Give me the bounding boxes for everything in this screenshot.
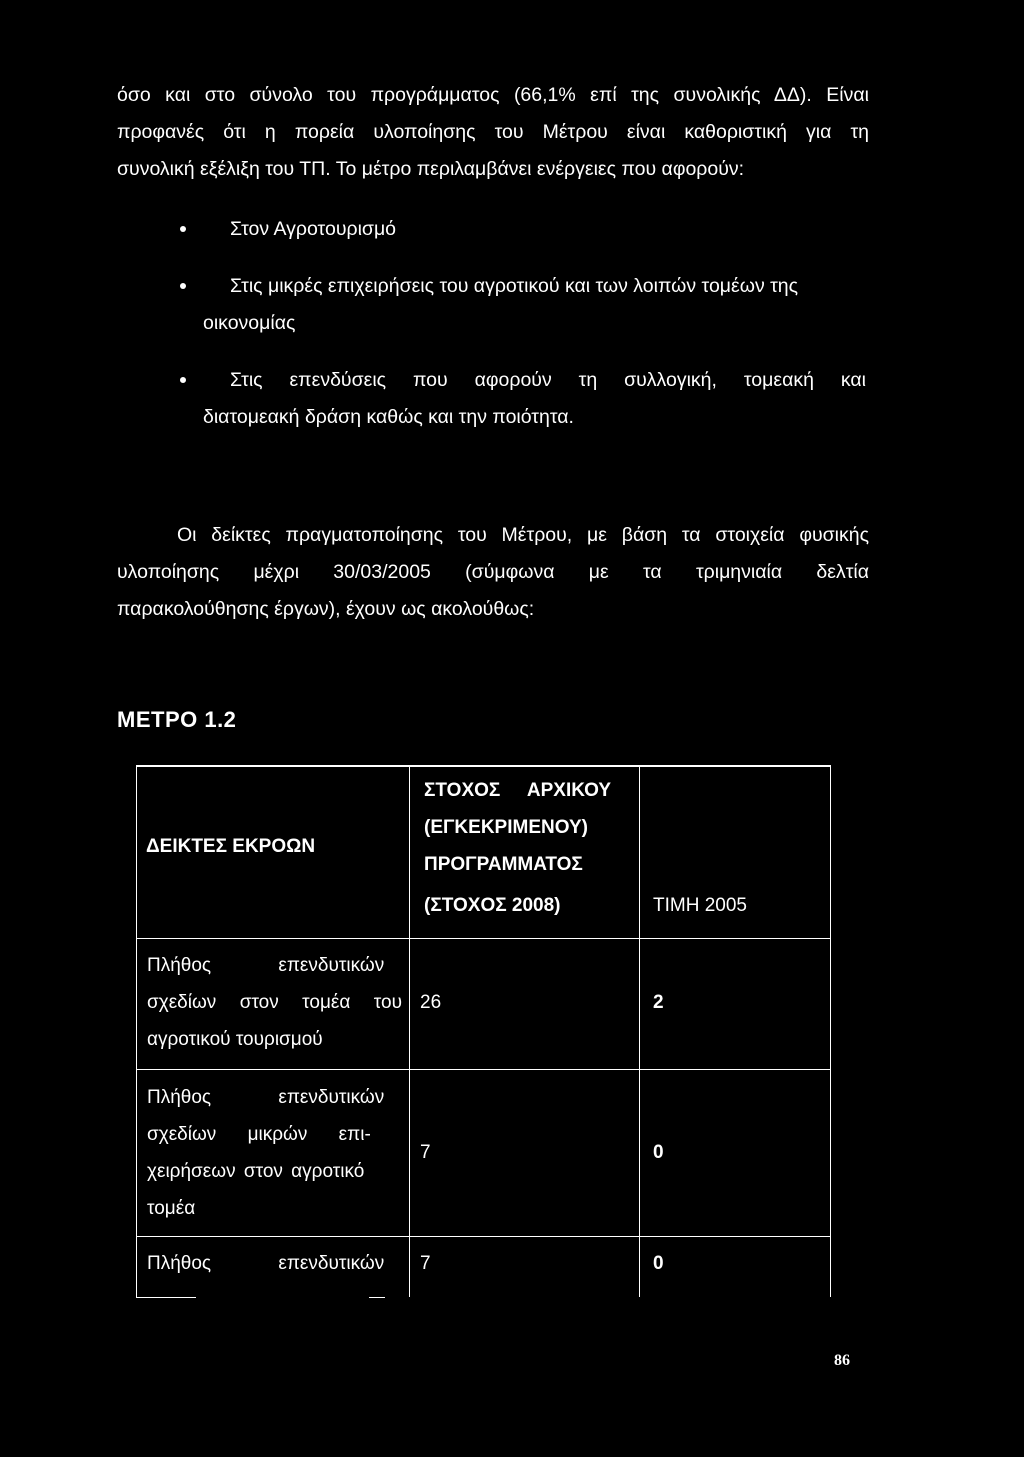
table-cell-label — [147, 947, 402, 1058]
bullet-text: Στον Αγροτουρισμό — [230, 218, 397, 240]
indicators-line-1: Οι δείκτες πραγματοποίησης του Μέτρου, με βάση τα στοιχεία φυσικής — [177, 524, 869, 546]
label-line: τομέα — [147, 1198, 196, 1219]
table-border-top — [136, 765, 831, 767]
table-border-fragment — [136, 1297, 196, 1298]
table-header-target — [424, 772, 634, 924]
intro-paragraph — [117, 77, 869, 188]
table-divider — [136, 1236, 831, 1237]
table-cell-target: 26 — [420, 992, 442, 1013]
table-border-fragment — [369, 1297, 385, 1298]
table-cell-target: 7 — [420, 1253, 431, 1274]
label-line: Πλήθος επενδυτικών — [147, 1253, 385, 1274]
intro-line-1: όσο και στο σύνολο του προγράμματος (66,1% επί της συνολικής ΔΔ). Είναι — [117, 84, 869, 106]
table-divider — [639, 765, 640, 1297]
measure-heading: ΜΕΤΡΟ 1.2 — [117, 707, 237, 732]
table-header-value-2005: ΤΙΜΗ 2005 — [653, 895, 747, 916]
table-header-target-line: ΠΡΟΓΡΑΜΜΑΤΟΣ — [424, 854, 583, 875]
table-cell-value-2005: 0 — [653, 1253, 664, 1274]
table-divider — [409, 765, 410, 1297]
table-cell-value-2005: 2 — [653, 992, 664, 1013]
table-cell-label — [147, 1245, 402, 1282]
label-line — [147, 947, 402, 984]
table-cell-target: 7 — [420, 1142, 431, 1163]
table-divider — [136, 938, 831, 939]
bullet-icon — [180, 283, 186, 289]
indicators-paragraph-cont — [117, 554, 869, 628]
bullet-text: Στις επενδύσεις που αφορούν τη συλλογική, τομεακή και — [230, 369, 866, 391]
table-header-target-line — [424, 772, 634, 809]
label-line: αγροτικού τουρισμού — [147, 1029, 323, 1050]
table-header-target-line: (ΕΓΚΕΚΡΙΜΕΝΟΥ) — [424, 817, 588, 838]
indicators-line-3: παρακολούθησης έργων), έχουν ως ακολούθως: — [117, 598, 535, 620]
label-line: Πλήθος επενδυτικών — [147, 1087, 385, 1108]
bullet-text: Στις μικρές επιχειρήσεις του αγροτικού και των λοιπών τομέων της — [230, 275, 799, 297]
page-number: 86 — [834, 1352, 850, 1369]
label-text: Πλήθος επενδυτικών — [147, 955, 385, 976]
label-line: χειρήσεων στον αγροτικό — [147, 1161, 365, 1182]
bullet-icon — [180, 226, 186, 232]
bullet-icon — [180, 377, 186, 383]
table-header-indicators: ΔΕΙΚΤΕΣ ΕΚΡΟΩΝ — [146, 836, 316, 857]
intro-line-2: προφανές ότι η πορεία υλοποίησης του Μέτρου είναι καθοριστική για τη — [117, 121, 869, 143]
table-border-right — [830, 765, 831, 1297]
indicators-line-2: υλοποίησης μέχρι 30/03/2005 (σύμφωνα με τα τριμηνιαία δελτία — [117, 561, 869, 583]
bullet-text-continuation: διατομεακή δράση καθώς και την ποιότητα. — [203, 406, 574, 428]
bullet-text-continuation: οικονομίας — [203, 312, 296, 334]
table-cell-label — [147, 1079, 402, 1227]
table-header-target-word: ΣΤΟΧΟΣ ΑΡΧΙΚΟΥ — [424, 780, 611, 801]
table-divider — [136, 1069, 831, 1070]
table-cell-value-2005: 0 — [653, 1142, 664, 1163]
indicators-paragraph — [177, 517, 869, 554]
label-line: σχεδίων μικρών επι- — [147, 1124, 371, 1145]
intro-line-3: συνολική εξέλιξη του ΤΠ. Το μέτρο περιλαμβάνει ενέργειες που αφορούν: — [117, 158, 745, 180]
table-border-left — [136, 765, 137, 1297]
scan-cutoff-mask — [130, 1298, 840, 1318]
table-header-target-line: (ΣΤΟΧΟΣ 2008) — [424, 895, 561, 916]
label-line: σχεδίων στον τομέα του — [147, 992, 402, 1013]
